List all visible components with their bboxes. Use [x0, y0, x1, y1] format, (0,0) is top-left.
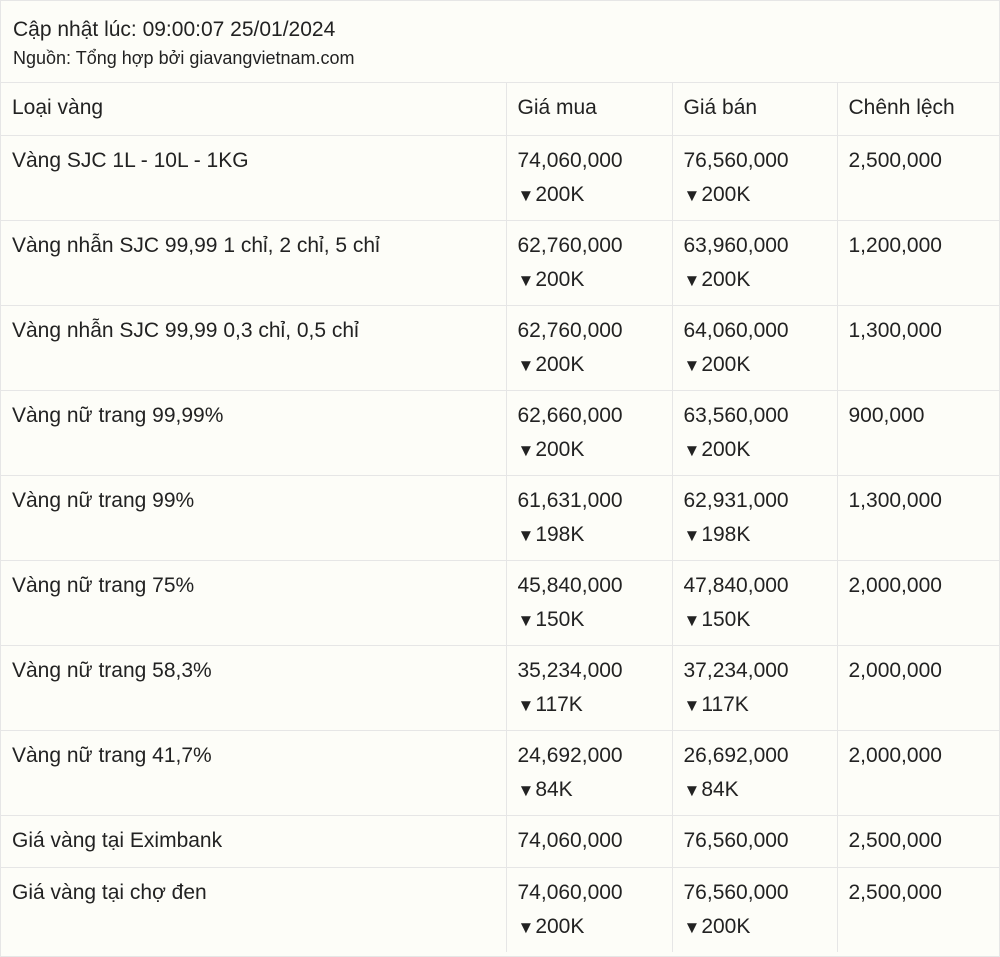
buy-price-cell [506, 475, 672, 560]
down-arrow-icon: ▼ [517, 525, 535, 545]
price-change [518, 437, 662, 464]
gold-type-cell [1, 645, 506, 730]
gold-type-cell-value: Giá vàng tại Eximbank [12, 828, 223, 852]
price-change-amount: 200K [701, 352, 751, 376]
price-change [518, 267, 662, 294]
buy-price-cell [506, 560, 672, 645]
buy-price-cell [506, 730, 672, 815]
buy-price-cell-value: 74,060,000 [517, 880, 623, 904]
down-arrow-icon: ▼ [683, 917, 701, 937]
price-change [684, 352, 827, 379]
price-change [684, 437, 827, 464]
sell-price-cell-value: 76,560,000 [683, 828, 789, 852]
column-header-sell-price: Giá bán [672, 83, 837, 135]
price-change [684, 182, 827, 209]
table-caption [1, 1, 999, 83]
gold-type-cell [1, 220, 506, 305]
buy-price-cell-value: 62,760,000 [517, 318, 623, 342]
sell-price-cell-value: 47,840,000 [683, 573, 789, 597]
buy-price-cell [506, 645, 672, 730]
down-arrow-icon: ▼ [517, 440, 535, 460]
down-arrow-icon: ▼ [683, 610, 701, 630]
buy-price-cell-value: 74,060,000 [517, 148, 623, 172]
down-arrow-icon: ▼ [517, 695, 535, 715]
buy-price-cell-value: 35,234,000 [517, 658, 623, 682]
table-row [1, 390, 999, 475]
price-change [684, 692, 827, 719]
difference-cell-value: 2,500,000 [848, 148, 942, 172]
price-change [518, 352, 662, 379]
difference-cell-value: 1,300,000 [848, 488, 942, 512]
buy-price-cell-value: 24,692,000 [517, 743, 623, 767]
down-arrow-icon: ▼ [683, 780, 701, 800]
gold-type-cell [1, 867, 506, 952]
price-change [684, 522, 827, 549]
sell-price-cell-value: 63,960,000 [683, 233, 789, 257]
sell-price-cell-value: 62,931,000 [683, 488, 789, 512]
buy-price-cell-value: 61,631,000 [517, 488, 623, 512]
price-change-amount: 200K [701, 267, 751, 291]
difference-cell-value: 2,000,000 [848, 743, 942, 767]
gold-type-cell [1, 475, 506, 560]
buy-price-cell-value: 62,760,000 [517, 233, 623, 257]
gold-type-cell [1, 560, 506, 645]
difference-cell-value: 2,000,000 [848, 658, 942, 682]
sell-price-cell-value: 76,560,000 [683, 880, 789, 904]
difference-cell-value: 2,000,000 [848, 573, 942, 597]
buy-price-cell [506, 867, 672, 952]
price-change [518, 182, 662, 209]
price-change-amount: 200K [701, 437, 751, 461]
gold-type-cell [1, 730, 506, 815]
table-row [1, 475, 999, 560]
sell-price-cell [672, 220, 837, 305]
sell-price-cell-value: 26,692,000 [683, 743, 789, 767]
sell-price-cell [672, 475, 837, 560]
difference-cell-value: 2,500,000 [848, 880, 942, 904]
update-timestamp: Cập nhật lúc: 09:00:07 25/01/2024 [13, 18, 336, 41]
price-change-amount: 200K [535, 437, 585, 461]
price-change [518, 607, 662, 634]
gold-type-cell-value: Vàng nữ trang 41,7% [12, 743, 212, 767]
gold-type-cell [1, 305, 506, 390]
gold-type-cell-value: Vàng nữ trang 58,3% [12, 658, 212, 682]
sell-price-cell [672, 135, 837, 220]
gold-price-table [1, 83, 999, 952]
column-header-gold-type: Loại vàng [1, 83, 506, 135]
table-row [1, 730, 999, 815]
difference-cell-value: 1,200,000 [848, 233, 942, 257]
sell-price-cell [672, 305, 837, 390]
sell-price-cell [672, 730, 837, 815]
difference-cell [837, 730, 999, 815]
difference-cell-value: 2,500,000 [848, 828, 942, 852]
down-arrow-icon: ▼ [517, 355, 535, 375]
sell-price-cell [672, 390, 837, 475]
buy-price-cell-value: 45,840,000 [517, 573, 623, 597]
difference-cell [837, 645, 999, 730]
sell-price-cell [672, 645, 837, 730]
difference-cell [837, 815, 999, 867]
price-change [518, 692, 662, 719]
table-row [1, 220, 999, 305]
table-row [1, 645, 999, 730]
price-change [684, 914, 827, 941]
sell-price-cell-value: 76,560,000 [683, 148, 789, 172]
down-arrow-icon: ▼ [683, 185, 701, 205]
table-row [1, 815, 999, 867]
price-change-amount: 84K [701, 777, 739, 801]
price-change-amount: 200K [535, 182, 585, 206]
sell-price-cell [672, 867, 837, 952]
buy-price-cell [506, 135, 672, 220]
sell-price-cell-value: 37,234,000 [683, 658, 789, 682]
price-change-amount: 150K [701, 607, 751, 631]
buy-price-cell [506, 305, 672, 390]
price-change-amount: 200K [535, 914, 585, 938]
price-change-amount: 200K [701, 182, 751, 206]
price-change-amount: 84K [535, 777, 573, 801]
difference-cell [837, 560, 999, 645]
gold-type-cell-value: Vàng nhẫn SJC 99,99 1 chỉ, 2 chỉ, 5 chỉ [12, 233, 380, 257]
difference-cell [837, 305, 999, 390]
gold-type-cell-value: Vàng nhẫn SJC 99,99 0,3 chỉ, 0,5 chỉ [12, 318, 359, 342]
down-arrow-icon: ▼ [683, 525, 701, 545]
table-row [1, 867, 999, 952]
difference-cell-value: 900,000 [848, 403, 925, 427]
down-arrow-icon: ▼ [517, 185, 535, 205]
buy-price-cell [506, 220, 672, 305]
sell-price-cell [672, 560, 837, 645]
price-change-amount: 117K [701, 692, 749, 716]
gold-type-cell [1, 390, 506, 475]
price-change-amount: 198K [535, 522, 585, 546]
price-change-amount: 150K [535, 607, 585, 631]
gold-type-cell [1, 135, 506, 220]
difference-cell [837, 390, 999, 475]
buy-price-cell-value: 74,060,000 [517, 828, 623, 852]
gold-type-cell-value: Vàng nữ trang 75% [12, 573, 195, 597]
gold-type-cell-value: Vàng SJC 1L - 10L - 1KG [12, 148, 249, 172]
down-arrow-icon: ▼ [683, 355, 701, 375]
table-header-row [1, 83, 999, 135]
buy-price-cell [506, 815, 672, 867]
price-change-amount: 117K [535, 692, 583, 716]
gold-type-cell-value: Vàng nữ trang 99,99% [12, 403, 224, 427]
table-body [1, 135, 999, 952]
buy-price-cell [506, 390, 672, 475]
sell-price-cell-value: 64,060,000 [683, 318, 789, 342]
price-change-amount: 200K [701, 914, 751, 938]
table-row [1, 305, 999, 390]
difference-cell [837, 220, 999, 305]
down-arrow-icon: ▼ [517, 610, 535, 630]
down-arrow-icon: ▼ [517, 917, 535, 937]
column-header-difference: Chênh lệch [837, 83, 999, 135]
sell-price-cell-value: 63,560,000 [683, 403, 789, 427]
price-change-amount: 200K [535, 267, 585, 291]
down-arrow-icon: ▼ [683, 695, 701, 715]
difference-cell [837, 475, 999, 560]
price-change [684, 267, 827, 294]
sell-price-cell [672, 815, 837, 867]
difference-cell-value: 1,300,000 [848, 318, 942, 342]
price-change-amount: 198K [701, 522, 751, 546]
price-change [518, 914, 662, 941]
down-arrow-icon: ▼ [683, 440, 701, 460]
price-change [518, 777, 662, 804]
gold-type-cell-value: Vàng nữ trang 99% [12, 488, 195, 512]
buy-price-cell-value: 62,660,000 [517, 403, 623, 427]
price-change [684, 607, 827, 634]
down-arrow-icon: ▼ [517, 270, 535, 290]
price-change [518, 522, 662, 549]
difference-cell [837, 867, 999, 952]
gold-type-cell [1, 815, 506, 867]
price-change [684, 777, 827, 804]
source-note: Nguồn: Tổng hợp bởi giavangvietnam.com [13, 48, 355, 68]
gold-type-cell-value: Giá vàng tại chợ đen [12, 880, 207, 904]
difference-cell [837, 135, 999, 220]
price-change-amount: 200K [535, 352, 585, 376]
table-row [1, 560, 999, 645]
table-row [1, 135, 999, 220]
down-arrow-icon: ▼ [683, 270, 701, 290]
column-header-buy-price: Giá mua [506, 83, 672, 135]
down-arrow-icon: ▼ [517, 780, 535, 800]
